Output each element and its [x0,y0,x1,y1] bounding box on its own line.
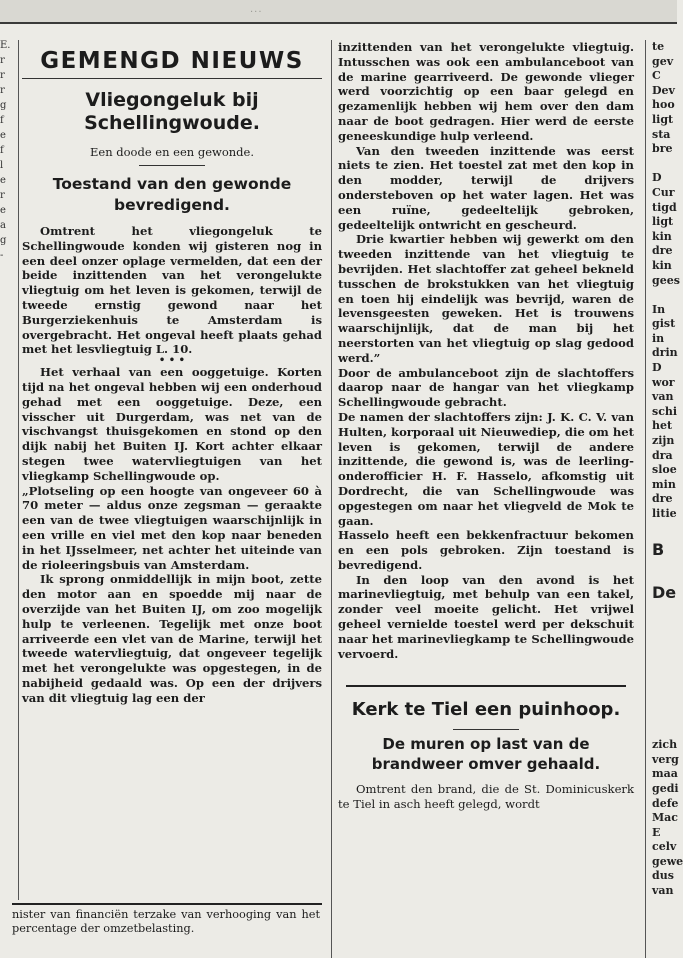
right-fragment-line [652,288,677,303]
left-fragment-line: g [0,100,7,111]
right-fragment-line [652,694,677,709]
paragraph: „Plotseling op een hoogte van ongeveer 60 à 70 meter — aldus onze zegsman — geraakte een van de twee vliegtuigen waarschijnlijk in een vrille en viel met den kop naar beneden in het IJsselmeer, net achter het uiteinde van de rioleeringsbuis van Amsterdam. [22,483,322,572]
right-fragment-line [652,522,677,537]
right-fragment-line: E [652,825,661,839]
right-fragment-line: min [652,477,676,491]
right-fragment-line: Dev [652,83,675,97]
right-fragment-line: zijn [652,434,675,448]
right-column-fragment [652,40,683,899]
right-fragment-line: ligt [652,112,674,126]
right-fragment-line: gev [652,54,674,68]
right-fragment-line [652,607,677,622]
left-fragment-line: r [0,85,5,96]
left-fragment-line: a [0,220,6,231]
right-fragment-line [652,709,677,724]
right-fragment-line: te [652,40,665,53]
right-fragment-line: gist [652,317,676,331]
right-fragment-line: bre [652,142,673,156]
right-fragment-line: wor [652,375,675,389]
right-fragment-line: dre [652,492,673,506]
separator-stars: • • • [158,355,186,367]
right-fragment-line: hoo [652,98,675,112]
right-fragment-line: kin [652,258,672,272]
paragraph: Omtrent het vliegongeluk te Schellingwoude konden wij gisteren nog in een deel onzer oplage vermelden, dat een der beide inzittenden van het verongelukte vliegtuig om het leven is gekomen, terwijl de tweede ernstig gewond naar het Burgerziekenhuis te Amsterdam is overgebracht. Het ongeval heeft plaats gehad met het lesvliegtuig L. 10. [22,224,322,357]
right-fragment-line: defe [652,796,679,810]
left-fragment-line: r [0,70,5,81]
left-fragment-line: f [0,115,4,126]
right-fragment-line [652,636,677,651]
left-fragment-line: l [0,160,4,171]
column-divider-middle [331,40,332,958]
right-fragment-line [652,564,677,579]
article2-subhead: De muren op last van de brandweer omver gehaald. [371,735,601,774]
paragraph: Het verhaal van een ooggetuige. Korten tijd na het ongeval hebben wij een onderhoud gehad met een ooggetuige. Deze, een visscher uit Durgerdam, was net van de vischvangst thuisgekomen en stond op den dijk nabij het Buiten IJ. Kort achter elkaar stegen twee watervliegtuigen van het vliegkamp Schellingwoude op. [22,365,322,483]
right-fragment-line [652,665,677,680]
paragraph: Drie kwartier hebben wij gewerkt om den tweeden inzittende van het vliegtuig te bevrijden. Het slachtoffer zat geheel bekneld tusschen de brokstukken van het vliegtuig en toen hij eindelijk was bevrijd, waren de levensgeesten geweken. Het is trouwens waarschijnlijk, dat de man bij het neerstorten van het vliegtuig op slag gedood werd.” [338,232,634,365]
right-fragment-line [652,651,677,666]
right-fragment-line: zich [652,738,678,752]
column-divider-right [645,40,646,958]
right-fragment-line: gees [652,273,680,287]
article-headline: Vliegongeluk bij Schellingwoude. [84,89,260,134]
left-fragment-line: f [0,145,4,156]
right-fragment-line: verg [652,752,679,766]
column-2 [338,40,634,812]
right-fragment-line: De [652,582,677,602]
right-fragment-line: litie [652,507,677,520]
paragraph: Hasselo heeft een bekkenfractuur bekomen en een pols gebroken. Zijn toestand is bevredigend. [338,528,634,572]
section-title: GEMENGD NIEUWS [22,44,322,79]
right-fragment-line: in [652,331,665,345]
right-fragment-line [652,680,677,695]
right-fragment-line: het [652,419,673,433]
right-fragment-line: celv [652,840,677,854]
right-fragment-line: B [652,540,665,560]
paragraph: In den loop van den avond is het marinevliegtuig, met behulp van een takel, zonder veel moeite gelicht. Het vrijwel geheel vernielde toestel werd per dekschuit naar het marinevliegkamp te Schellingwoude vervoerd. [338,572,634,661]
right-fragment-line: van [652,390,674,404]
right-fragment-line: dre [652,244,673,258]
right-fragment-line: van [652,884,674,898]
bottom-left-text: nister van financiën terzake van verhooging van het percentage der omzetbelasting. [12,908,320,935]
right-fragment-line: sta [652,127,671,141]
column-1 [22,44,322,706]
right-fragment-line: Cur [652,185,675,199]
paragraph: Ik sprong onmiddellijk in mijn boot, zette den motor aan en spoedde mij naar de overzijde van het Buiten IJ, om zoo mogelijk hulp te verleenen. Tegelijk met onze boot arriveerde een vlet van de Marine, terwijl het tweede watervliegtuig, dat ongeveer tegelijk met het verongelukte was opgestegen, in de nabijheid gedaald was. Op een der drijvers van dit vliegtuig lag een der [22,572,322,705]
right-fragment-line: D [652,171,662,185]
article-rule [346,685,626,687]
right-fragment-line: maa [652,767,678,781]
left-fragment-line: e [0,175,6,186]
short-rule [453,729,519,730]
right-fragment-line: tigd [652,200,677,214]
right-fragment-line: dus [652,869,674,883]
top-band-text: ... [250,4,263,15]
paragraph: inzittenden van het verongelukte vliegtuig. Intusschen was ook een ambulanceboot van de marine gearriveerd. De gewonde vlieger werd voorzichtig op een baar gelegd en gezamenlijk hebben wij hem over den dam naar de boot gedragen. Hier werd de eerste geneeskundige hulp verleend. [338,40,634,143]
paragraph: De namen der slachtoffers zijn: J. K. C. V. van Hulten, korporaal uit Nieuwediep, die om het leven is gekomen, terwijl de andere inzittende, die gewond is, was de leerling-onderofficier H. F. Hasselo, afkomstig uit Dordrecht, die van Schellingwoude was opgestegen om naar het vliegveld de Mok te gaan. [338,409,634,528]
right-fragment-line: Mac [652,811,679,825]
right-fragment-line [652,157,677,172]
paragraph: Van den tweeden inzittende was eerst niets te zien. Het toestel zat met den kop in den modder, terwijl de drijvers ondersteboven op het water lagen. Het was een ruïne, gedeeltelijk gebroken, gedeeltelijk ontwricht en gescheurd. [338,143,634,232]
left-fragment-line: r [0,190,5,201]
column-divider-left [18,40,19,900]
article-subhead: Toestand van den gewonde bevredigend. [52,175,292,214]
left-fragment-line: E. [0,40,11,51]
right-fragment-line: C [652,69,661,83]
left-fragment-line: r [0,55,5,66]
right-fragment-line: gewe [652,854,683,868]
short-rule [139,165,205,166]
right-fragment-line: sloe [652,463,677,477]
article-dek: Een doode en een gewonde. [90,145,254,159]
right-fragment-line: ligt [652,215,674,229]
article2-headline: Kerk te Tiel een puinhoop. [351,699,621,721]
left-fragment-line: e [0,205,6,216]
right-fragment-line [652,621,677,636]
paragraph: Door de ambulanceboot zijn de slachtoffers daarop naar de hangar van het vliegkamp Schellingwoude gebracht. [338,365,634,410]
right-fragment-line: In [652,302,666,316]
bottom-rule [12,903,322,905]
right-fragment-line: D [652,361,662,375]
right-fragment-line: drin [652,346,678,360]
left-fragment-line: e [0,130,6,141]
right-fragment-line: kin [652,229,672,243]
right-fragment-line: schi [652,404,678,418]
right-fragment-line: dra [652,448,673,462]
paragraph: Omtrent den brand, die de St. Dominicuskerk te Tiel in asch heeft gelegd, wordt [338,782,634,812]
top-band [0,0,677,24]
right-fragment-line: gedi [652,781,679,795]
left-fragment-line: g [0,235,7,246]
left-fragment-line: - [0,250,4,261]
right-fragment-line [652,724,677,739]
left-column-fragment [0,40,16,265]
